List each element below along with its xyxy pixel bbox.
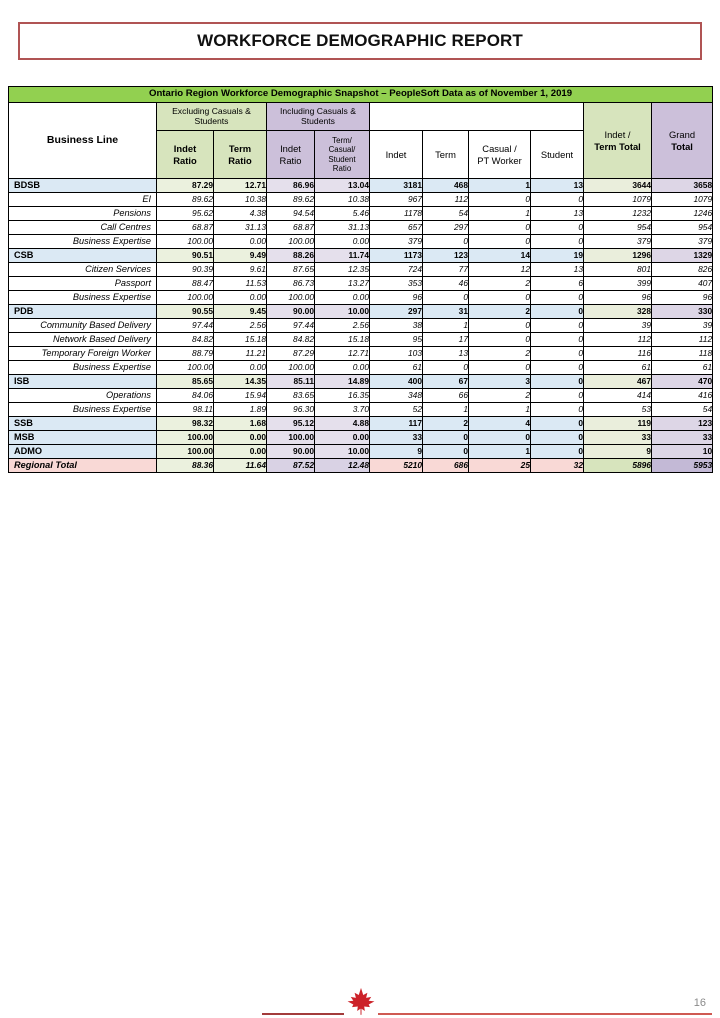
cell-indet: 9 xyxy=(370,445,423,459)
cell-casual: 0 xyxy=(469,193,531,207)
cell-student: 0 xyxy=(531,291,584,305)
header-casual-pt-worker: Casual / PT Worker xyxy=(469,131,531,179)
cell-tcs-ratio: 10.00 xyxy=(315,305,370,319)
cell-grand-total: 330 xyxy=(652,305,713,319)
row-label: Network Based Delivery xyxy=(9,333,157,347)
cell-indet-ratio-in: 85.11 xyxy=(267,375,315,389)
cell-casual: 14 xyxy=(469,249,531,263)
cell-term: 1 xyxy=(423,319,469,333)
row-label: EI xyxy=(9,193,157,207)
cell-term-ratio-ex: 11.21 xyxy=(214,347,267,361)
cell-tcs-ratio: 3.70 xyxy=(315,403,370,417)
cell-indet: 33 xyxy=(370,431,423,445)
cell-indet-ratio-in: 89.62 xyxy=(267,193,315,207)
cell-grand-total: 96 xyxy=(652,291,713,305)
cell-indet: 38 xyxy=(370,319,423,333)
cell-indet: 297 xyxy=(370,305,423,319)
cell-grand-total: 112 xyxy=(652,333,713,347)
cell-indet: 5210 xyxy=(370,459,423,473)
cell-grand-total: 1329 xyxy=(652,249,713,263)
cell-student: 0 xyxy=(531,361,584,375)
row-label: PDB xyxy=(9,305,157,319)
cell-indet-term-total: 112 xyxy=(584,333,652,347)
cell-term: 17 xyxy=(423,333,469,347)
cell-indet-ratio-ex: 90.51 xyxy=(157,249,214,263)
cell-casual: 0 xyxy=(469,361,531,375)
cell-tcs-ratio: 13.04 xyxy=(315,179,370,193)
cell-indet: 95 xyxy=(370,333,423,347)
cell-indet: 3181 xyxy=(370,179,423,193)
cell-casual: 2 xyxy=(469,305,531,319)
table-row xyxy=(9,417,713,431)
cell-indet-ratio-ex: 90.39 xyxy=(157,263,214,277)
cell-student: 0 xyxy=(531,389,584,403)
cell-term-ratio-ex: 14.35 xyxy=(214,375,267,389)
cell-indet-ratio-ex: 98.32 xyxy=(157,417,214,431)
cell-indet-ratio-in: 88.26 xyxy=(267,249,315,263)
row-label: Call Centres xyxy=(9,221,157,235)
table-row xyxy=(9,249,713,263)
cell-indet-ratio-ex: 87.29 xyxy=(157,179,214,193)
cell-grand-total: 1079 xyxy=(652,193,713,207)
cell-indet-term-total: 379 xyxy=(584,235,652,249)
cell-casual: 2 xyxy=(469,389,531,403)
row-label: ADMO xyxy=(9,445,157,459)
cell-indet-ratio-in: 87.65 xyxy=(267,263,315,277)
cell-term: 31 xyxy=(423,305,469,319)
table-row xyxy=(9,459,713,473)
cell-indet-ratio-in: 68.87 xyxy=(267,221,315,235)
cell-tcs-ratio: 13.27 xyxy=(315,277,370,291)
cell-indet-term-total: 801 xyxy=(584,263,652,277)
cell-casual: 2 xyxy=(469,347,531,361)
table-row xyxy=(9,445,713,459)
cell-casual: 25 xyxy=(469,459,531,473)
cell-casual: 0 xyxy=(469,319,531,333)
cell-indet-ratio-in: 95.12 xyxy=(267,417,315,431)
cell-casual: 12 xyxy=(469,263,531,277)
cell-student: 19 xyxy=(531,249,584,263)
table-caption: Ontario Region Workforce Demographic Snapshot – PeopleSoft Data as of November 1, 2019 xyxy=(9,87,713,103)
cell-term-ratio-ex: 12.71 xyxy=(214,179,267,193)
cell-grand-total: 407 xyxy=(652,277,713,291)
table-row xyxy=(9,305,713,319)
table-row xyxy=(9,403,713,417)
header-indet-ratio-including: Indet Ratio xyxy=(267,131,315,179)
grand-total-header: Grand Total xyxy=(652,103,713,179)
header-term-casual-student-ratio: Term/ Casual/ Student Ratio xyxy=(315,131,370,179)
cell-indet-ratio-in: 87.52 xyxy=(267,459,315,473)
cell-tcs-ratio: 15.18 xyxy=(315,333,370,347)
cell-term: 0 xyxy=(423,445,469,459)
cell-term-ratio-ex: 11.53 xyxy=(214,277,267,291)
cell-indet-term-total: 9 xyxy=(584,445,652,459)
cell-student: 32 xyxy=(531,459,584,473)
cell-grand-total: 416 xyxy=(652,389,713,403)
cell-indet-ratio-in: 100.00 xyxy=(267,431,315,445)
cell-tcs-ratio: 14.89 xyxy=(315,375,370,389)
row-label: Passport xyxy=(9,277,157,291)
cell-indet-term-total: 39 xyxy=(584,319,652,333)
table-row xyxy=(9,333,713,347)
cell-term-ratio-ex: 1.68 xyxy=(214,417,267,431)
slide-footer xyxy=(0,492,720,1009)
cell-indet-ratio-ex: 100.00 xyxy=(157,235,214,249)
cell-indet-term-total: 414 xyxy=(584,389,652,403)
cell-indet-ratio-ex: 100.00 xyxy=(157,445,214,459)
cell-grand-total: 118 xyxy=(652,347,713,361)
cell-tcs-ratio: 0.00 xyxy=(315,235,370,249)
cell-casual: 0 xyxy=(469,333,531,347)
cell-indet-ratio-in: 94.54 xyxy=(267,207,315,221)
footer-rule-left xyxy=(262,1013,344,1015)
table-row xyxy=(9,375,713,389)
cell-term-ratio-ex: 0.00 xyxy=(214,445,267,459)
cell-indet-ratio-in: 86.73 xyxy=(267,277,315,291)
cell-casual: 1 xyxy=(469,445,531,459)
cell-indet-ratio-ex: 88.36 xyxy=(157,459,214,473)
table-row xyxy=(9,193,713,207)
cell-indet-ratio-ex: 89.62 xyxy=(157,193,214,207)
cell-student: 0 xyxy=(531,347,584,361)
cell-indet: 724 xyxy=(370,263,423,277)
cell-tcs-ratio: 12.48 xyxy=(315,459,370,473)
cell-tcs-ratio: 0.00 xyxy=(315,361,370,375)
cell-term: 123 xyxy=(423,249,469,263)
cell-indet-ratio-in: 100.00 xyxy=(267,235,315,249)
cell-term-ratio-ex: 0.00 xyxy=(214,431,267,445)
row-label: SSB xyxy=(9,417,157,431)
row-label: Business Expertise xyxy=(9,361,157,375)
row-label: Regional Total xyxy=(9,459,157,473)
table-row xyxy=(9,235,713,249)
cell-indet-ratio-in: 86.96 xyxy=(267,179,315,193)
cell-indet-ratio-ex: 98.11 xyxy=(157,403,214,417)
cell-indet-ratio-ex: 100.00 xyxy=(157,361,214,375)
cell-student: 0 xyxy=(531,221,584,235)
cell-indet: 348 xyxy=(370,389,423,403)
cell-grand-total: 954 xyxy=(652,221,713,235)
row-label: Operations xyxy=(9,389,157,403)
cell-term: 0 xyxy=(423,431,469,445)
cell-term-ratio-ex: 0.00 xyxy=(214,291,267,305)
workforce-demographic-table xyxy=(8,86,713,473)
cell-indet-term-total: 116 xyxy=(584,347,652,361)
row-label: Community Based Delivery xyxy=(9,319,157,333)
cell-indet-ratio-in: 87.29 xyxy=(267,347,315,361)
cell-student: 13 xyxy=(531,179,584,193)
table-row xyxy=(9,207,713,221)
cell-casual: 0 xyxy=(469,431,531,445)
group-header-counts xyxy=(370,103,584,131)
cell-term: 686 xyxy=(423,459,469,473)
demographic-table-container xyxy=(8,86,712,473)
cell-student: 0 xyxy=(531,445,584,459)
cell-grand-total: 5953 xyxy=(652,459,713,473)
cell-term: 13 xyxy=(423,347,469,361)
group-header-including: Including Casuals & Students xyxy=(267,103,370,131)
cell-tcs-ratio: 12.35 xyxy=(315,263,370,277)
cell-term-ratio-ex: 10.38 xyxy=(214,193,267,207)
cell-indet-ratio-ex: 84.82 xyxy=(157,333,214,347)
cell-term: 112 xyxy=(423,193,469,207)
cell-student: 0 xyxy=(531,193,584,207)
cell-tcs-ratio: 16.35 xyxy=(315,389,370,403)
cell-casual: 0 xyxy=(469,221,531,235)
cell-term-ratio-ex: 0.00 xyxy=(214,235,267,249)
cell-indet-ratio-in: 100.00 xyxy=(267,291,315,305)
cell-student: 0 xyxy=(531,403,584,417)
row-label: Pensions xyxy=(9,207,157,221)
cell-term-ratio-ex: 2.56 xyxy=(214,319,267,333)
business-line-header-label: Business Line xyxy=(46,133,119,146)
cell-term: 468 xyxy=(423,179,469,193)
cell-indet-term-total: 954 xyxy=(584,221,652,235)
cell-indet-ratio-ex: 88.47 xyxy=(157,277,214,291)
header-indet-ratio-excluding: Indet Ratio xyxy=(157,131,214,179)
cell-term-ratio-ex: 9.45 xyxy=(214,305,267,319)
table-row xyxy=(9,347,713,361)
cell-indet-term-total: 1079 xyxy=(584,193,652,207)
cell-tcs-ratio: 10.38 xyxy=(315,193,370,207)
cell-tcs-ratio: 5.46 xyxy=(315,207,370,221)
header-term: Term xyxy=(423,131,469,179)
row-label: Temporary Foreign Worker xyxy=(9,347,157,361)
row-label: Business Expertise xyxy=(9,235,157,249)
cell-indet-ratio-in: 90.00 xyxy=(267,305,315,319)
cell-term-ratio-ex: 31.13 xyxy=(214,221,267,235)
cell-grand-total: 1246 xyxy=(652,207,713,221)
table-row xyxy=(9,291,713,305)
cell-indet-term-total: 3644 xyxy=(584,179,652,193)
cell-indet-ratio-ex: 97.44 xyxy=(157,319,214,333)
cell-tcs-ratio: 0.00 xyxy=(315,431,370,445)
cell-grand-total: 123 xyxy=(652,417,713,431)
cell-term-ratio-ex: 15.18 xyxy=(214,333,267,347)
indet-term-total-header: Indet / Term Total xyxy=(584,103,652,179)
cell-indet: 967 xyxy=(370,193,423,207)
cell-tcs-ratio: 10.00 xyxy=(315,445,370,459)
cell-indet-ratio-in: 90.00 xyxy=(267,445,315,459)
cell-grand-total: 826 xyxy=(652,263,713,277)
cell-term: 77 xyxy=(423,263,469,277)
slide-title-banner xyxy=(18,22,702,60)
cell-student: 0 xyxy=(531,417,584,431)
cell-indet-ratio-in: 83.65 xyxy=(267,389,315,403)
cell-grand-total: 33 xyxy=(652,431,713,445)
cell-term-ratio-ex: 9.49 xyxy=(214,249,267,263)
cell-term-ratio-ex: 9.61 xyxy=(214,263,267,277)
cell-grand-total: 54 xyxy=(652,403,713,417)
cell-indet-term-total: 61 xyxy=(584,361,652,375)
cell-indet-term-total: 399 xyxy=(584,277,652,291)
cell-indet-term-total: 119 xyxy=(584,417,652,431)
cell-student: 6 xyxy=(531,277,584,291)
cell-student: 0 xyxy=(531,305,584,319)
table-row xyxy=(9,361,713,375)
footer-rule-right xyxy=(378,1013,712,1015)
page-number: 16 xyxy=(693,997,706,1009)
cell-indet: 96 xyxy=(370,291,423,305)
cell-casual: 3 xyxy=(469,375,531,389)
table-row xyxy=(9,263,713,277)
cell-casual: 1 xyxy=(469,403,531,417)
cell-student: 0 xyxy=(531,319,584,333)
cell-term: 2 xyxy=(423,417,469,431)
row-label: Citizen Services xyxy=(9,263,157,277)
table-group-header-row xyxy=(9,103,713,131)
cell-term: 0 xyxy=(423,235,469,249)
cell-student: 0 xyxy=(531,431,584,445)
maple-leaf-icon xyxy=(345,986,377,1018)
cell-indet-ratio-in: 84.82 xyxy=(267,333,315,347)
table-row xyxy=(9,277,713,291)
cell-term: 66 xyxy=(423,389,469,403)
cell-indet: 657 xyxy=(370,221,423,235)
cell-tcs-ratio: 2.56 xyxy=(315,319,370,333)
cell-indet: 400 xyxy=(370,375,423,389)
cell-indet: 379 xyxy=(370,235,423,249)
cell-casual: 0 xyxy=(469,291,531,305)
cell-casual: 1 xyxy=(469,179,531,193)
table-row xyxy=(9,431,713,445)
row-label: CSB xyxy=(9,249,157,263)
cell-term: 297 xyxy=(423,221,469,235)
cell-tcs-ratio: 12.71 xyxy=(315,347,370,361)
cell-term: 67 xyxy=(423,375,469,389)
cell-student: 0 xyxy=(531,375,584,389)
cell-term-ratio-ex: 4.38 xyxy=(214,207,267,221)
cell-tcs-ratio: 31.13 xyxy=(315,221,370,235)
cell-indet: 61 xyxy=(370,361,423,375)
cell-student: 13 xyxy=(531,263,584,277)
cell-grand-total: 10 xyxy=(652,445,713,459)
header-indet: Indet xyxy=(370,131,423,179)
cell-indet-term-total: 5896 xyxy=(584,459,652,473)
page-title: WORKFORCE DEMOGRAPHIC REPORT xyxy=(197,31,523,50)
cell-casual: 1 xyxy=(469,207,531,221)
cell-indet-term-total: 1232 xyxy=(584,207,652,221)
cell-term: 46 xyxy=(423,277,469,291)
cell-indet: 117 xyxy=(370,417,423,431)
table-row xyxy=(9,179,713,193)
cell-indet: 1178 xyxy=(370,207,423,221)
header-student: Student xyxy=(531,131,584,179)
cell-indet-ratio-ex: 100.00 xyxy=(157,431,214,445)
cell-indet-ratio-ex: 100.00 xyxy=(157,291,214,305)
cell-indet-ratio-ex: 68.87 xyxy=(157,221,214,235)
cell-student: 0 xyxy=(531,333,584,347)
cell-indet-ratio-in: 97.44 xyxy=(267,319,315,333)
cell-indet-ratio-ex: 88.79 xyxy=(157,347,214,361)
cell-indet: 353 xyxy=(370,277,423,291)
business-line-header-cell xyxy=(9,103,157,179)
cell-indet-ratio-in: 100.00 xyxy=(267,361,315,375)
cell-tcs-ratio: 0.00 xyxy=(315,291,370,305)
cell-term-ratio-ex: 15.94 xyxy=(214,389,267,403)
cell-indet-term-total: 1296 xyxy=(584,249,652,263)
cell-term-ratio-ex: 11.64 xyxy=(214,459,267,473)
cell-casual: 2 xyxy=(469,277,531,291)
cell-term-ratio-ex: 0.00 xyxy=(214,361,267,375)
cell-term: 0 xyxy=(423,361,469,375)
cell-indet: 103 xyxy=(370,347,423,361)
cell-indet-ratio-ex: 84.06 xyxy=(157,389,214,403)
cell-student: 13 xyxy=(531,207,584,221)
cell-term-ratio-ex: 1.89 xyxy=(214,403,267,417)
cell-term: 1 xyxy=(423,403,469,417)
cell-indet-term-total: 328 xyxy=(584,305,652,319)
cell-indet-ratio-in: 96.30 xyxy=(267,403,315,417)
cell-casual: 4 xyxy=(469,417,531,431)
table-row xyxy=(9,319,713,333)
cell-term: 54 xyxy=(423,207,469,221)
row-label: MSB xyxy=(9,431,157,445)
cell-casual: 0 xyxy=(469,235,531,249)
cell-indet: 52 xyxy=(370,403,423,417)
cell-indet-term-total: 33 xyxy=(584,431,652,445)
table-caption-row xyxy=(9,87,713,103)
cell-indet-ratio-ex: 90.55 xyxy=(157,305,214,319)
cell-grand-total: 3658 xyxy=(652,179,713,193)
cell-term: 0 xyxy=(423,291,469,305)
row-label: Business Expertise xyxy=(9,403,157,417)
table-row xyxy=(9,389,713,403)
group-header-excluding: Excluding Casuals & Students xyxy=(157,103,267,131)
header-term-ratio-excluding: Term Ratio xyxy=(214,131,267,179)
cell-indet-ratio-ex: 85.65 xyxy=(157,375,214,389)
cell-grand-total: 39 xyxy=(652,319,713,333)
cell-indet-term-total: 96 xyxy=(584,291,652,305)
table-row xyxy=(9,221,713,235)
cell-grand-total: 379 xyxy=(652,235,713,249)
cell-indet-term-total: 53 xyxy=(584,403,652,417)
cell-grand-total: 470 xyxy=(652,375,713,389)
row-label: Business Expertise xyxy=(9,291,157,305)
cell-student: 0 xyxy=(531,235,584,249)
row-label: BDSB xyxy=(9,179,157,193)
cell-indet: 1173 xyxy=(370,249,423,263)
cell-grand-total: 61 xyxy=(652,361,713,375)
cell-indet-ratio-ex: 95.62 xyxy=(157,207,214,221)
cell-indet-term-total: 467 xyxy=(584,375,652,389)
cell-tcs-ratio: 4.88 xyxy=(315,417,370,431)
cell-tcs-ratio: 11.74 xyxy=(315,249,370,263)
row-label: ISB xyxy=(9,375,157,389)
table-body xyxy=(9,179,713,473)
